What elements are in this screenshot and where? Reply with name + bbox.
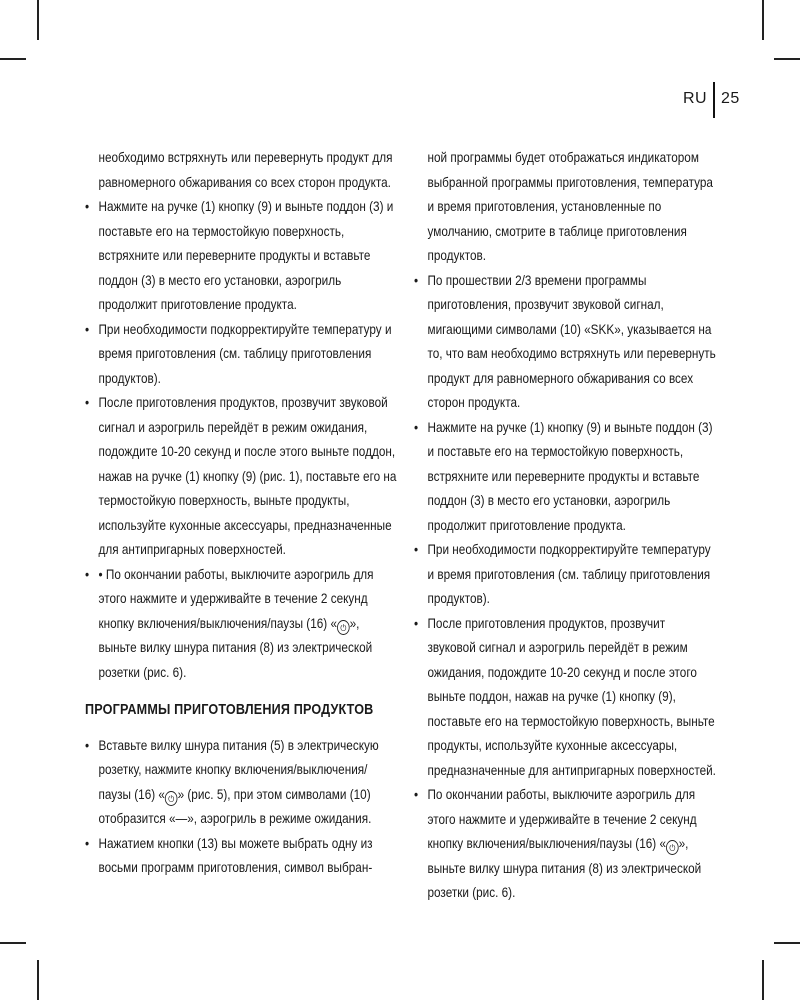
instruction-list xyxy=(80,194,399,684)
left-column xyxy=(80,145,399,880)
list-item: • При необходимости подкорректируйте температуру и время приготовления (см. таблицу приготовления продуктов). xyxy=(409,537,716,611)
list-item-text: Вставьте вилку шнура питания (5) в электрическую розетку, нажмите кнопку включения/выключения/паузы (16) « xyxy=(98,736,379,802)
crop-mark xyxy=(37,960,39,1000)
list-item xyxy=(80,733,399,831)
list-item: • Нажмите на ручке (1) кнопку (9) и выньте поддон (3) и поставьте его на термостойкую поверхность, встряхните или переверните продукты и вставьте поддон (3) в место его установки, аэрогриль продолжит приготовление продукта. xyxy=(80,194,399,317)
page-number: 25 xyxy=(721,90,740,107)
list-item: • При необходимости подкорректируйте температуру и время приготовления (см. таблицу приготовления продуктов). xyxy=(80,317,399,391)
program-list xyxy=(80,733,399,880)
list-item: • Нажмите на ручке (1) кнопку (9) и выньте поддон (3) и поставьте его на термостойкую поверхность, встряхните или переверните продукты и вставьте поддон (3) в место его установки, аэрогриль продолжит приготовление продукта. xyxy=(409,415,716,538)
list-item xyxy=(409,782,716,905)
list-item-text: », выньте вилку шнура питания (8) из электрической розетки (рис. 6). xyxy=(427,835,702,900)
power-icon: ⏻ xyxy=(666,840,679,855)
list-item: • По прошествии 2/3 времени программы приготовления, прозвучит звуковой сигнал, мигающими символами (10) «SKK», указывается на то, что вам необходимо встряхнуть или перевернуть продукт для равномерного обжаривания со всех сторон продукта. xyxy=(409,268,716,415)
instruction-list xyxy=(409,268,716,905)
language-label: RU xyxy=(683,90,708,107)
crop-mark xyxy=(774,942,800,944)
list-item: • После приготовления продуктов, прозвучит звуковой сигнал и аэрогриль перейдёт в режим ожидания, подождите 10-20 секунд и после этого выньте поддон, нажав на ручке (1) кнопку (9), поставьте его на термостойкую поверхность, выньте продукты, используйте кухонные аксессуары, предназначенные для антипригарных поверхностей. xyxy=(409,611,716,783)
list-item: • Нажатием кнопки (13) вы можете выбрать одну из восьми программ приготовления, символ выбран- xyxy=(80,831,399,880)
crop-mark xyxy=(37,0,39,40)
crop-mark xyxy=(762,960,764,1000)
power-icon: ⏻ xyxy=(337,620,350,635)
right-column xyxy=(409,145,716,905)
crop-mark xyxy=(0,58,26,60)
paragraph-continuation: необходимо встряхнуть или перевернуть продукт для равномерного обжаривания со всех сторон продукта. xyxy=(98,149,393,190)
list-item-text: • По окончании работы, выключите аэрогриль для этого нажмите и удерживайте в течение 2 секунд кнопку включения/выключения/паузы (16) « xyxy=(98,565,374,631)
list-item xyxy=(80,562,399,685)
section-heading: ПРОГРАММЫ ПРИГОТОВЛЕНИЯ ПРОДУКТОВ xyxy=(85,701,374,718)
crop-mark xyxy=(762,0,764,40)
crop-mark xyxy=(774,58,800,60)
list-item-text: По окончании работы, выключите аэрогриль для этого нажмите и удерживайте в течение 2 секунд кнопку включения/выключения/паузы (16) « xyxy=(427,786,697,851)
list-item-text: », выньте вилку шнура питания (8) из электрической розетки (рис. 6). xyxy=(98,614,373,680)
list-item: • После приготовления продуктов, прозвучит звуковой сигнал и аэрогриль перейдёт в режим ожидания, подождите 10-20 секунд и после этого выньте поддон, нажав на ручке (1) кнопку (9) (рис. 1), поставьте его на термостойкую поверхность, выньте продукты, используйте кухонные аксессуары, предназначенные для антипригарных поверхностей. xyxy=(80,390,399,562)
crop-mark xyxy=(0,942,26,944)
list-item-text: » (рис. 5), при этом символами (10) отобразится «—», аэрогриль в режиме ожидания. xyxy=(98,785,372,826)
paragraph-continuation: ной программы будет отображаться индикатором выбранной программы приготовления, температура и время приготовления, установленные по умолчанию, смотрите в таблице приготовления продуктов. xyxy=(427,149,713,263)
header-divider xyxy=(713,82,715,118)
power-icon: ⏻ xyxy=(165,791,178,806)
